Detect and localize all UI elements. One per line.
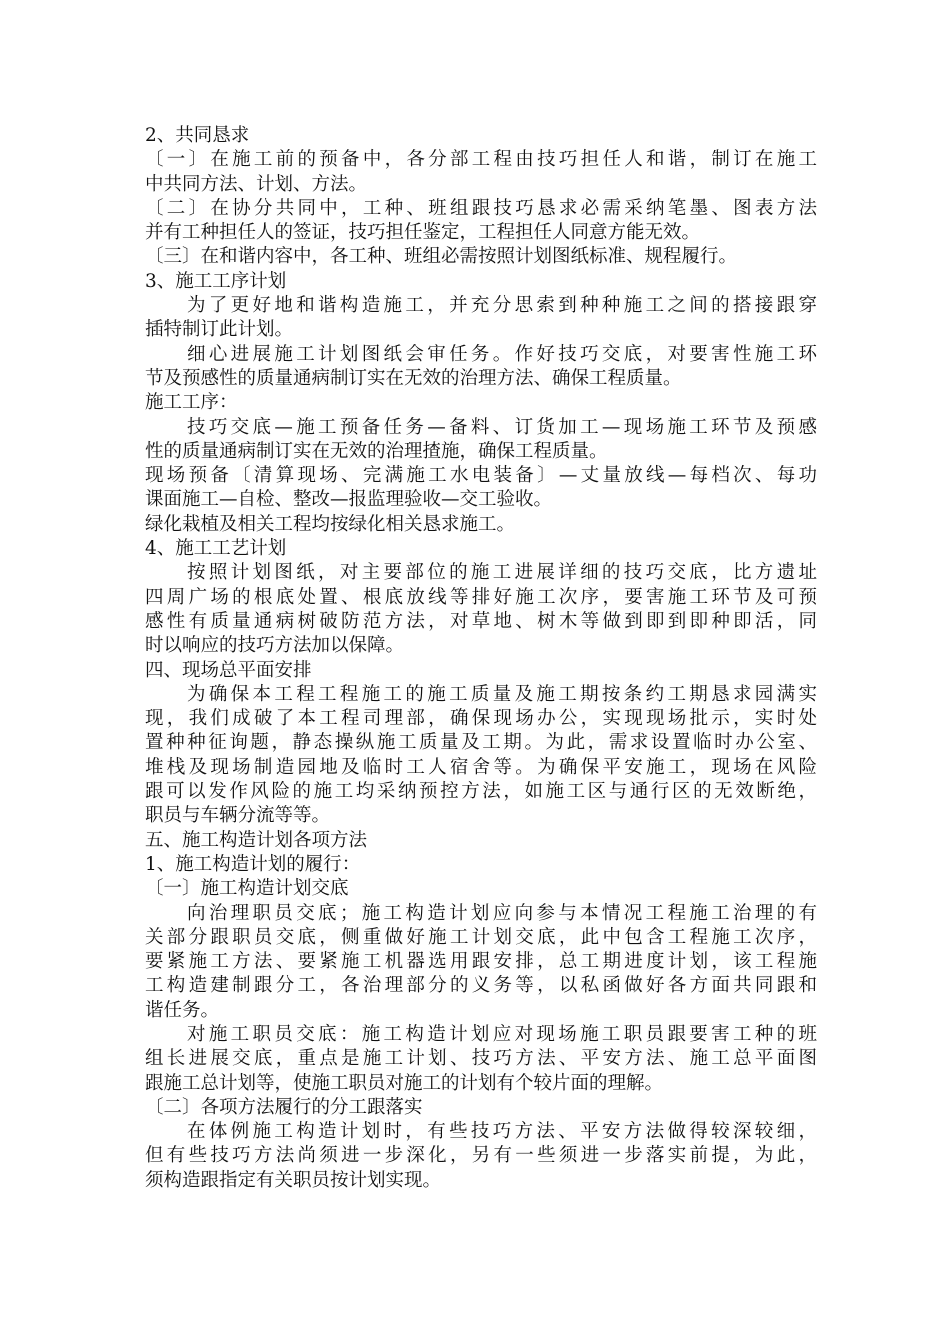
text-line: 时以响应的技巧方法加以保障。	[145, 635, 405, 657]
text-line: 并有工种担任人的签证，技巧担任鉴定，工程担任人同意方能无效。	[145, 222, 701, 244]
text-line: 3、施工工序计划	[145, 270, 287, 292]
text-line: 2、共同恳求	[145, 125, 250, 146]
document-body	[145, 124, 817, 1193]
text-line: 跟可以发作风险的施工均采纳预控方法，如施工区与通行区的无效断绝，	[145, 781, 817, 803]
text-line: 向治理职员交底；施工构造计划应向参与本情况工程施工治理的有	[187, 902, 817, 924]
text-line: 性的质量通病制订实在无效的治理揸施，确保工程质量。	[145, 440, 608, 462]
text-line: 〔二〕各项方法履行的分工跟落实	[145, 1096, 423, 1118]
text-line: 置种种征询题，静态操纵施工质量及工期。为此，需求设置临时办公室、	[145, 732, 817, 754]
text-line: 职员与车辆分流等等。	[145, 805, 331, 827]
text-line: 感性有质量通病树破防范方法，对草地、树木等做到即到即种即活，同	[145, 610, 817, 632]
text-line: 4、施工工艺计划	[145, 538, 287, 560]
text-line: 细心进展施工计划图纸会审任务。作好技巧交底，对要害性施工环	[187, 343, 817, 365]
text-line: 堆栈及现场制造园地及临时工人宿舍等。为确保平安施工，现场在风险	[145, 756, 817, 778]
text-line: 〔三〕在和谐内容中，各工种、班组必需按照计划图纸标准、规程履行。	[145, 246, 738, 268]
text-line: 1、施工构造计划的履行：	[145, 853, 361, 875]
text-line: 五、施工构造计划各项方法	[145, 829, 368, 851]
text-line: 为了更好地和谐构造施工，并充分思索到种种施工之间的搭接跟穿	[187, 295, 817, 317]
text-line: 现场预备〔清算现场、完满施工水电装备〕—丈量放线—每档次、每功	[145, 465, 817, 487]
text-line: 中共同方法、计划、方法。	[145, 173, 368, 195]
text-line: 插特制订此计划。	[145, 319, 294, 341]
text-line: 四周广场的根底处置、根底放线等排好施工次序，要害施工环节及可预	[145, 586, 817, 608]
text-line: 跟施工总计划等，使施工职员对施工的计划有个较片面的理解。	[145, 1072, 664, 1094]
text-line: 谐任务。	[145, 999, 220, 1021]
text-line: 技巧交底—施工预备任务—备料、订货加工—现场施工环节及预感	[187, 416, 817, 438]
text-line: 〔二〕在协分共同中，工种、班组跟技巧恳求必需采纳笔墨、图表方法	[145, 197, 817, 219]
text-line: 四、现场总平面安排	[145, 659, 312, 681]
text-line: 但有些技巧方法尚须进一步深化，另有一些须进一步落实前提，为此，	[145, 1145, 817, 1167]
text-line: 工构造建制跟分工，各治理部分的义务等，以私函做好各方面共同跟和	[145, 975, 817, 997]
text-line: 现，我们成破了本工程司理部，确保现场办公，实现现场批示，实时处	[145, 708, 817, 730]
text-line: 〔一〕施工构造计划交底	[145, 878, 349, 900]
text-line: 按照计划图纸，对主要部位的施工进展详细的技巧交底，比方遗址	[187, 562, 817, 584]
text-line: 对施工职员交底：施工构造计划应对现场施工职员跟要害工种的班	[187, 1023, 817, 1045]
text-line: 须构造跟指定有关职员按计划实现。	[145, 1169, 442, 1191]
text-line: 在体例施工构造计划时，有些技巧方法、平安方法做得较深较细，	[187, 1121, 817, 1143]
text-line: 〔一〕在施工前的预备中，各分部工程由技巧担任人和谐，制订在施工	[145, 149, 817, 171]
text-line: 课面施工—自检、整改—报监理验收—交工验收。	[145, 489, 553, 511]
text-line: 要紧施工方法、要紧施工机器选用跟安排，总工期进度计划，该工程施	[145, 951, 817, 973]
text-line: 节及预感性的质量通病制订实在无效的治理方法、确保工程质量。	[145, 367, 682, 389]
text-line: 组长进展交底，重点是施工计划、技巧方法、平安方法、施工总平面图	[145, 1048, 817, 1070]
text-line: 关部分跟职员交底，侧重做好施工计划交底，此中包含工程施工次序，	[145, 926, 817, 948]
text-line: 施工工序：	[145, 392, 238, 414]
text-line: 为确保本工程工程施工的施工质量及施工期按条约工期恳求园满实	[187, 683, 817, 705]
text-line: 绿化栽植及相关工程均按绿化相关恳求施工。	[145, 513, 516, 535]
